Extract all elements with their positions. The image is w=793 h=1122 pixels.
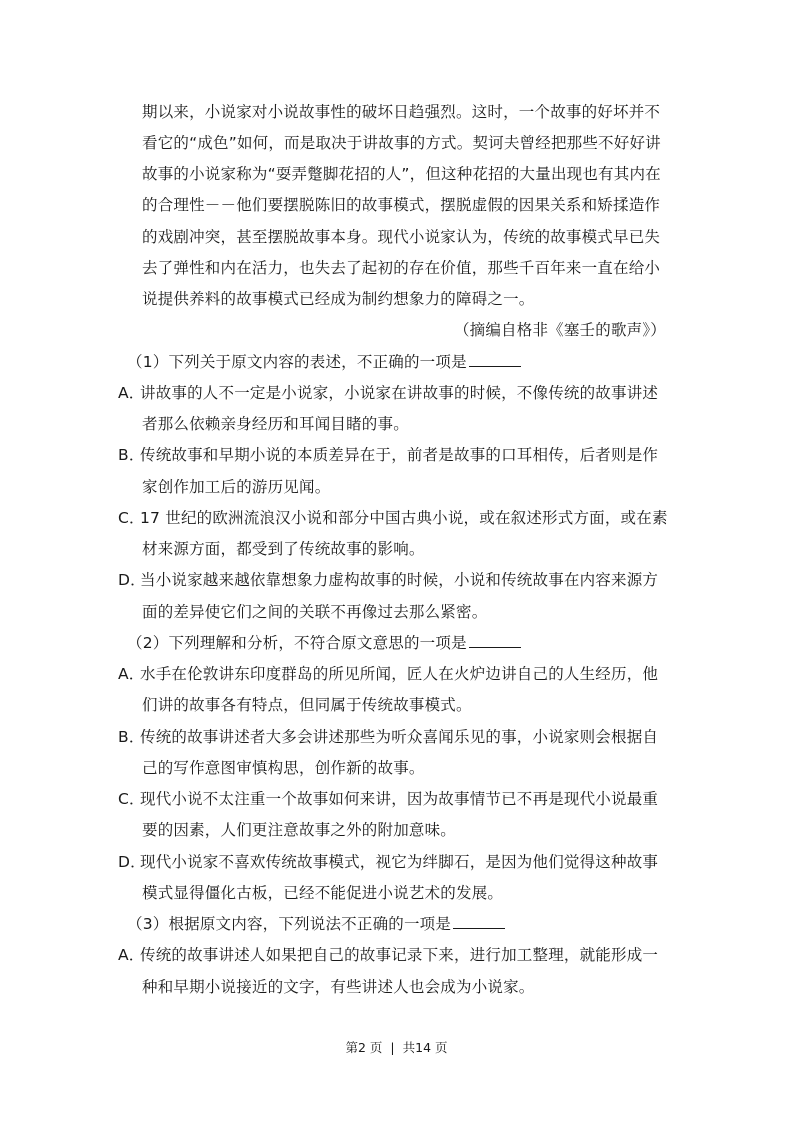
- passage-line: 期以来，小说家对小说故事性的破坏日趋强烈。这时，一个故事的好坏并不: [142, 103, 661, 121]
- option-b: B．传统的故事讲述者大多会讲述那些为听众喜闻乐见的事，小说家则会根据自: [118, 728, 659, 746]
- option-continuation: 种和早期小说接近的文字，有些讲述人也会成为小说家。: [142, 978, 535, 996]
- option-continuation: 家创作加工后的游历见闻。: [142, 478, 331, 496]
- passage-line: 看它的“成色”如何，而是取决于讲故事的方式。契诃夫曾经把那些不好好讲: [142, 134, 661, 152]
- passage-line: 故事的小说家称为“耍弄蹩脚花招的人”，但这种花招的大量出现也有其内在: [142, 165, 661, 183]
- option-a: A．传统的故事讲述人如果把自己的故事记录下来，进行加工整理，就能形成一: [118, 946, 659, 964]
- option-c: C．现代小说不太注重一个故事如何来讲，因为故事情节已不再是现代小说最重: [118, 790, 659, 808]
- answer-blank: [469, 633, 521, 648]
- option-label: B．: [118, 728, 145, 746]
- passage-line: 的戏剧冲突，甚至摆脱故事本身。现代小说家认为，传统的故事模式早已失: [142, 228, 661, 246]
- answer-blank: [469, 352, 521, 367]
- option-label: A．: [118, 665, 145, 683]
- page-number: 第2 页: [345, 1040, 383, 1055]
- option-continuation: 要的因素，人们更注意故事之外的附加意味。: [142, 821, 457, 839]
- option-b: B．传统故事和早期小说的本质差异在于，前者是故事的口耳相传，后者则是作: [118, 446, 659, 464]
- option-continuation: 材来源方面，都受到了传统故事的影响。: [142, 540, 425, 558]
- page-footer: [0, 1040, 793, 1056]
- answer-blank: [453, 914, 505, 929]
- option-a: A．水手在伦敦讲东印度群岛的所见所闻，匠人在火炉边讲自己的人生经历，他: [118, 665, 659, 683]
- option-label: D．: [118, 571, 146, 589]
- passage-line: 的合理性－－他们要摆脱陈旧的故事模式，摆脱虚假的因果关系和矫揉造作: [142, 196, 661, 214]
- passage-line: 说提供养料的故事模式已经成为制约想象力的障碍之一。: [142, 290, 535, 308]
- question-stem: （2）下列理解和分析，不符合原文意思的一项是: [127, 632, 521, 654]
- option-label: B．: [118, 446, 145, 464]
- passage-source: （摘编自格非《塞壬的歌声》）: [453, 321, 666, 339]
- option-label: A．: [118, 946, 145, 964]
- question-stem: （3）根据原文内容，下列说法不正确的一项是: [127, 913, 505, 935]
- page-total: 共14 页: [402, 1040, 448, 1055]
- option-continuation: 面的差异使它们之间的关联不再像过去那么紧密。: [142, 603, 488, 621]
- option-label: C．: [118, 790, 145, 808]
- option-a: A．讲故事的人不一定是小说家，小说家在讲故事的时候，不像传统的故事讲述: [118, 384, 659, 402]
- option-c: C．17 世纪的欧洲流浪汉小说和部分中国古典小说，或在叙述形式方面，或在素: [118, 509, 668, 527]
- option-d: D．现代小说家不喜欢传统故事模式，视它为绊脚石，是因为他们觉得这种故事: [118, 853, 659, 871]
- option-label: A．: [118, 384, 145, 402]
- option-continuation: 们讲的故事各有特点，但同属于传统故事模式。: [142, 696, 472, 714]
- option-continuation: 己的写作意图审慎构思，创作新的故事。: [142, 759, 425, 777]
- passage-line: 去了弹性和内在活力，也失去了起初的存在价值，那些千百年来一直在给小: [142, 259, 661, 277]
- option-label: D．: [118, 853, 146, 871]
- option-d: D．当小说家越来越依靠想象力虚构故事的时候，小说和传统故事在内容来源方: [118, 571, 659, 589]
- footer-separator: |: [390, 1040, 395, 1055]
- option-label: C．: [118, 509, 145, 527]
- option-continuation: 模式显得僵化古板，已经不能促进小说艺术的发展。: [142, 884, 504, 902]
- question-stem: （1）下列关于原文内容的表述，不正确的一项是: [127, 351, 521, 373]
- option-continuation: 者那么依赖亲身经历和耳闻目睹的事。: [142, 415, 409, 433]
